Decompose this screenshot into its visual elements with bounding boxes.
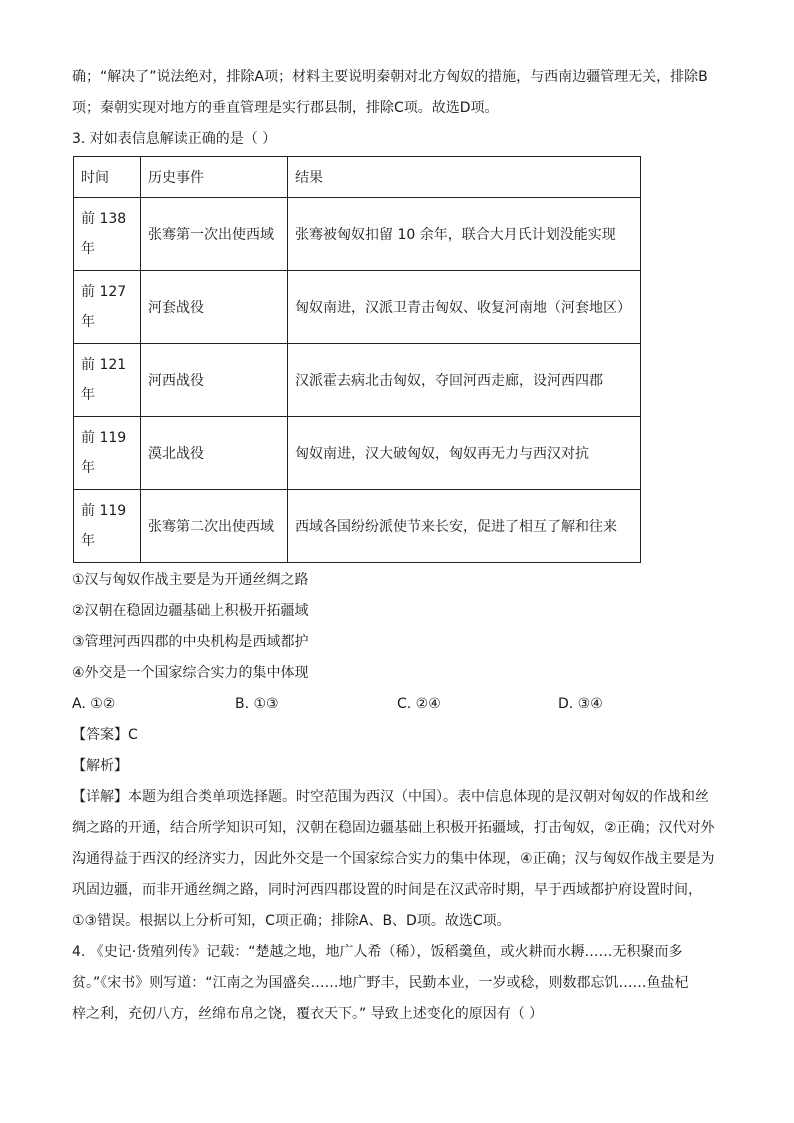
answer-label: 【答案】 [72,727,128,743]
table-header-row [74,157,641,198]
answer-value: C [128,727,138,743]
option-a: A. ①② [72,696,116,712]
cell-result: 匈奴南进，汉派卫青击匈奴、收复河南地（河套地区） [288,271,641,344]
cell-year: 前 127 年 [74,271,141,344]
header-time: 时间 [74,157,141,198]
cell-result: 汉派霍去病北击匈奴，夺回河西走廊，设河西四郡 [288,344,641,417]
cell-event: 漠北战役 [141,417,288,490]
cell-year: 前 119 年 [74,417,141,490]
statement-4: ④外交是一个国家综合实力的集中体现 [72,665,309,681]
answer-line [72,720,724,751]
question-4-line-2: 贫。”《宋书》则写道：“江南之为国盛矣……地广野丰，民勤本业，一岁或稔，则数郡忘饥……鱼盐杞 [72,975,689,991]
cell-result: 西域各国纷纷派使节来长安，促进了相互了解和往来 [288,490,641,563]
question-4-line-1: 4. 《史记·货殖列传》记载：“楚越之地，地广人希（稀），饭稻羹鱼，或火耕而水耨……无积聚而多 [72,944,683,960]
table-row [74,490,641,563]
detail-line-5: ①③错误。根据以上分析可知，C项正确；排除A、B、D项。故选C项。 [72,913,511,929]
cell-year: 前 138 年 [74,198,141,271]
question-4-line-3: 梓之利，充仞八方，丝绵布帛之饶，覆衣天下。” 导致上述变化的原因有（ ） [72,1006,544,1022]
analysis-label: 【解析】 [72,758,128,774]
statement-3: ③管理河西四郡的中央机构是西域都护 [72,634,309,650]
header-result: 结果 [288,157,641,198]
table-row [74,417,641,490]
option-b: B. ①③ [235,696,279,712]
document-page [72,62,724,1030]
cell-event: 张骞第一次出使西域 [141,198,288,271]
cell-event: 河西战役 [141,344,288,417]
cell-result: 匈奴南进，汉大破匈奴，匈奴再无力与西汉对抗 [288,417,641,490]
statement-2: ②汉朝在稳固边疆基础上积极开拓疆域 [72,603,309,619]
cell-event: 张骞第二次出使西域 [141,490,288,563]
question-3-title: 3. 对如表信息解读正确的是（ ） [72,131,277,147]
statement-1: ①汉与匈奴作战主要是为开通丝绸之路 [72,572,309,588]
table-row [74,271,641,344]
cell-event: 河套战役 [141,271,288,344]
cell-year: 前 121 年 [74,344,141,417]
detail-line-4: 巩固边疆，而非开通丝绸之路，同时河西四郡设置的时间是在汉武帝时期，早于西域都护府设置时间， [72,882,702,898]
answer-options [72,689,724,720]
cell-year: 前 119 年 [74,490,141,563]
table-row [74,344,641,417]
prev-analysis-line-1: 确；“解决了”说法绝对，排除A项；材料主要说明秦朝对北方匈奴的措施，与西南边疆管理无关，排除B [72,69,708,85]
header-event: 历史事件 [141,157,288,198]
prev-analysis-line-2: 项；秦朝实现对地方的垂直管理是实行郡县制，排除C项。故选D项。 [72,100,499,116]
detail-line-3: 沟通得益于西汉的经济实力，因此外交是一个国家综合实力的集中体现，④正确；汉与匈奴作战主要是为 [72,851,715,867]
detail-line-1: 【详解】本题为组合类单项选择题。时空范围为西汉（中国）。表中信息体现的是汉朝对匈奴的作战和丝 [72,789,709,805]
cell-result: 张骞被匈奴扣留 10 余年，联合大月氏计划没能实现 [288,198,641,271]
detail-line-2: 绸之路的开通，结合所学知识可知，汉朝在稳固边疆基础上积极开拓疆域，打击匈奴，②正确；汉代对外 [72,820,715,836]
option-c: C. ②④ [397,696,441,712]
option-d: D. ③④ [558,696,603,712]
table-row [74,198,641,271]
history-events-table [73,156,641,563]
